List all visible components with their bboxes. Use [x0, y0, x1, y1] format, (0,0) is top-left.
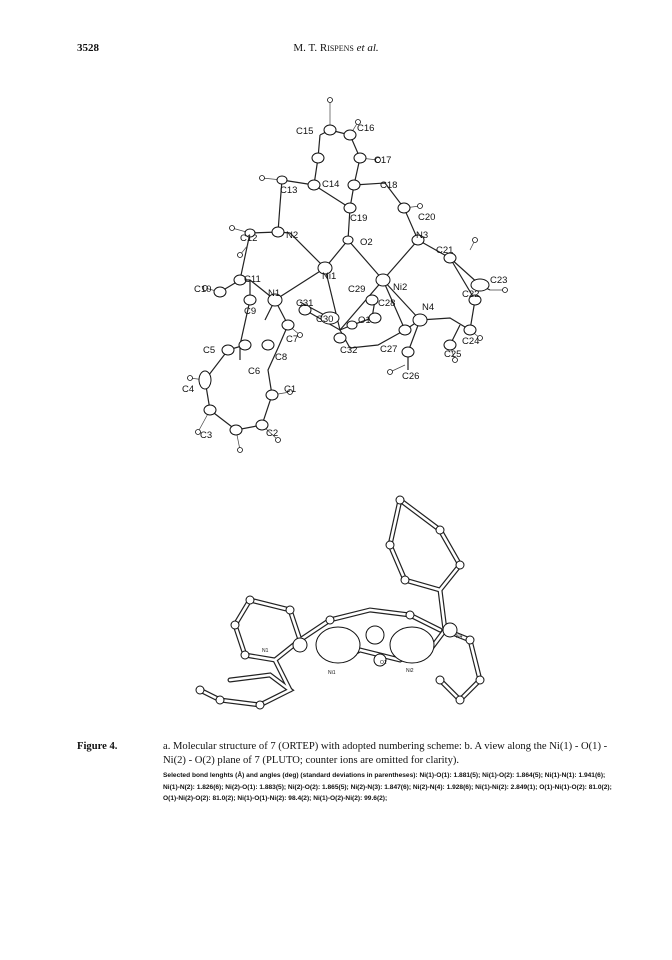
- atom-label: C12: [240, 233, 258, 244]
- atom-label: C18: [380, 180, 398, 191]
- atom-label: C22: [462, 289, 480, 300]
- atom-label: C20: [418, 212, 436, 223]
- atom-label: C1: [284, 384, 297, 395]
- atom-label: C13: [280, 185, 298, 196]
- atom-label: N1: [262, 648, 269, 654]
- atom-label: C24: [462, 336, 480, 347]
- atom-label: C10: [194, 284, 212, 295]
- atom-label: C9: [244, 306, 257, 317]
- atom-label: C2: [266, 428, 279, 439]
- ortep-atom-labels: [182, 123, 507, 441]
- atom-label: C14: [322, 179, 340, 190]
- atom-label: C26: [402, 371, 420, 382]
- atom-label: C11: [244, 274, 261, 285]
- atom-label: N2: [286, 230, 299, 241]
- atom-label: C21: [436, 245, 454, 256]
- atom-label: N3: [416, 230, 429, 241]
- atom-label: C6: [248, 366, 261, 377]
- atom-label: C29: [348, 284, 366, 295]
- atom-label: C32: [340, 345, 358, 356]
- figure-caption: [77, 740, 612, 805]
- atom-label: C7: [286, 334, 299, 345]
- author-suffix: et al.: [356, 42, 379, 54]
- atom-label: C5: [203, 345, 216, 356]
- atom-label: Ni2: [406, 668, 414, 674]
- atom-label: C19: [350, 213, 368, 224]
- atom-label: N4: [422, 302, 435, 313]
- atom-label: Ni1: [322, 271, 337, 282]
- atom-label: C27: [380, 344, 398, 355]
- atom-label: C25: [444, 349, 462, 360]
- atom-label: N4: [456, 634, 463, 640]
- atom-label: C17: [374, 155, 392, 166]
- atom-label: C30: [316, 314, 334, 325]
- figure-pluto: [196, 496, 484, 709]
- atom-label: O1: [380, 660, 387, 666]
- atom-label: C3: [200, 430, 213, 441]
- atom-label: C15: [296, 126, 314, 137]
- atom-label: C31: [296, 298, 314, 309]
- atom-label: O1: [358, 315, 371, 326]
- atom-label: Ni2: [393, 282, 408, 293]
- atom-label: O2: [360, 237, 373, 248]
- author-name: M. T. Rispens: [293, 42, 354, 54]
- atoms: [199, 125, 489, 435]
- caption-text: a. Molecular structure of 7 (ORTEP) with adopted numbering scheme: b. A view along the Ni(1) - O(1) - Ni(2) - O(2) plane of 7 (PLUTO; counter ions are omitted for clarity).: [163, 741, 608, 766]
- atom-label: Ni1: [328, 670, 336, 676]
- atom-label: C28: [378, 298, 396, 309]
- caption-details: Selected bond lenghts (Å) and angles (deg) (standard deviations in parentheses): Ni(1)-O(1): 1.881(5); Ni(1)-O(2): 1.864(5); Ni(1)-N(1): 1.941(6); Ni(1)-N(2): 1.826(6); Ni(2)-O(1): 1.883(5); Ni(2)-O(2): 1.865(5); Ni(2)-N(3): 1.847(6); Ni(2)-N(4): 1.928(6); Ni(1)-Ni(2): 2.849(1); O(1)-Ni(1)-O(2): 81.0(2); O(1)-Ni(2)-O(2): 81.0(2); Ni(1)-O(1)-Ni(2): 98.4(2); Ni(1)-O(2)-Ni(2): 99.6(2);: [163, 772, 612, 802]
- atom-label: C8: [275, 352, 288, 363]
- atom-label: C16: [357, 123, 375, 134]
- page-number: 3528: [77, 42, 99, 54]
- atom-label: C4: [182, 384, 195, 395]
- atom-label: C23: [490, 275, 508, 286]
- atom-label: N1: [268, 288, 281, 299]
- figure-label: Figure 4.: [77, 741, 118, 752]
